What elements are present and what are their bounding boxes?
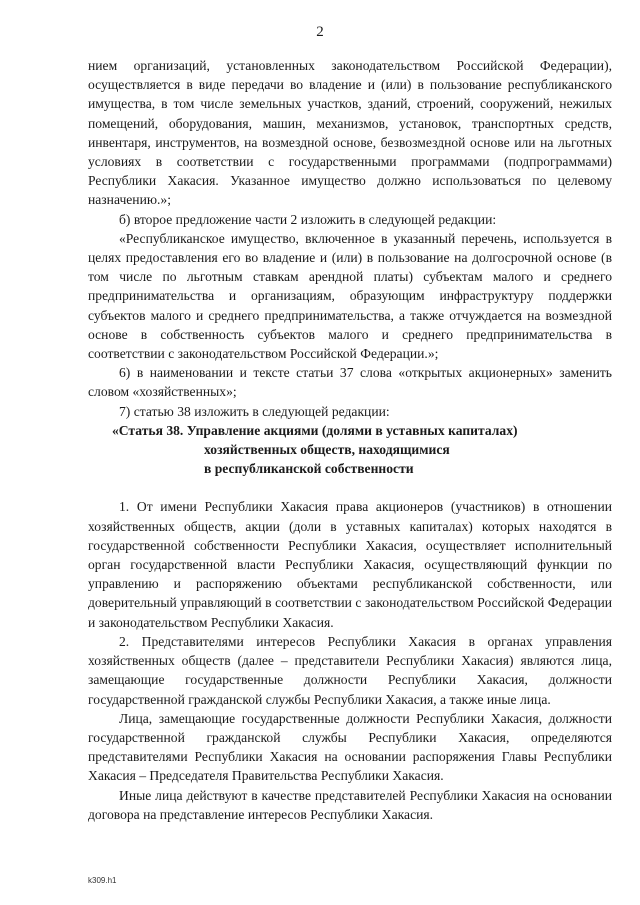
paragraph-continuation: нием организаций, установленных законодательством Российской Федерации), осуществляется в виде передачи во владение и (или) в пользование республиканского имущества, в том числе земельных участков, зданий, строений, сооружений, нежилых помещений, оборудования, машин, механизмов, установок, транспортных средств, инвентаря, инструментов, на возмездной основе, безвозмездной основе или на льготных условиях в соответствии с государственными программами (подпрограммами) Республики Хакасия. Указанное имущество должно использоваться по целевому назначению.»; bbox=[88, 58, 612, 208]
article-heading-line3: в республиканской собственности bbox=[204, 461, 414, 477]
page-number: 2 bbox=[316, 24, 324, 40]
article-heading-line1: «Статья 38. Управление акциями (долями в уставных капиталах) bbox=[112, 422, 518, 438]
article-part-2: 2. Представителями интересов Республики Хакасия в органах управления хозяйственных обществ (далее – представители Республики Хакасия) являются лица, замещающие государственные должности Республики Хакасия, должности государственной гражданской службы Республики Хакасия, а также иные лица. bbox=[88, 633, 612, 707]
article-part-2-other: Иные лица действуют в качестве представителей Республики Хакасия на основании договора на представление интересов Республики Хакасия. bbox=[88, 787, 612, 822]
article-heading-line2: хозяйственных обществ, находящимися bbox=[204, 442, 450, 458]
article-part-2-persons: Лица, замещающие государственные должности Республики Хакасия, должности государственной гражданской службы Республики Хакасия, определяются представителями Республики Хакасия на основании распоряжения Главы Республики Хакасия – Председателя Правительства Республики Хакасия. bbox=[88, 710, 612, 784]
paragraph-amendment-b: б) второе предложение части 2 изложить в следующей редакции: bbox=[119, 211, 497, 227]
document-body bbox=[88, 56, 612, 824]
paragraph-quoted-text: «Республиканское имущество, включенное в указанный перечень, используется в целях предоставления его во владение и (или) в пользование на долгосрочной основе (в том числе по льготным ставкам арендной платы) субъектам малого и среднего предпринимательства и организациям, образующим инфраструктуру поддержки субъектов малого и среднего предпринимательства, а также отчуждается на возмездной основе в собственность субъектов малого и среднего предпринимательства в соответствии с законодательством Российской Федерации.»; bbox=[88, 230, 612, 362]
article-part-1: 1. От имени Республики Хакасия права акционеров (участников) в отношении хозяйственных обществ, акции (доли в уставных капиталах) которых находятся в государственной собственности Республики Хакасия, осуществляет исполнительный орган государственной власти Республики Хакасия, осуществляющий функции по управлению и распоряжению объектами республиканской собственности, или доверительный управляющий в соответствии с законодательством Российской Федерации и законодательством Республики Хакасия. bbox=[88, 499, 612, 630]
article-heading bbox=[88, 421, 612, 479]
document-code: k309.h1 bbox=[88, 876, 117, 885]
paragraph-amendment-6: 6) в наименовании и тексте статьи 37 слова «открытых акционерных» заменить словом «хозяйственных»; bbox=[88, 365, 612, 400]
paragraph-amendment-7: 7) статью 38 изложить в следующей редакции: bbox=[119, 403, 390, 419]
